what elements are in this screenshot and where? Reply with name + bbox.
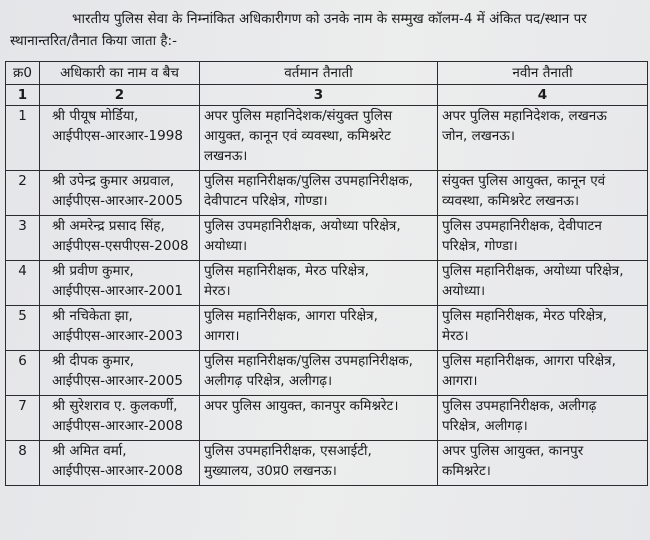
table-row: [6, 396, 648, 441]
new-posting-line: परिक्षेत्र, गोण्डा।: [442, 238, 518, 254]
current-posting-cell: [200, 351, 438, 396]
new-posting-line: अयोध्या।: [442, 283, 486, 299]
table-row: [6, 351, 648, 396]
intro-line-2: स्थानान्तरित/तैनात किया जाता है:-: [10, 33, 177, 49]
new-posting-line: व्यवस्था, कमिश्नरेट लखनऊ।: [442, 193, 580, 209]
current-posting-cell: [200, 261, 438, 306]
officer-batch: आईपीएस-आरआर-2003: [52, 328, 183, 344]
serial-cell: 7: [6, 396, 40, 441]
header-current-posting: वर्तमान तैनाती: [200, 62, 438, 85]
header-serial: क्र0: [6, 62, 40, 85]
officer-batch: आईपीएस-आरआर-1998: [52, 128, 183, 144]
column-number: 4: [438, 85, 648, 106]
officer-batch: आईपीएस-एसपीएस-2008: [52, 238, 189, 254]
officer-name: श्री दीपक कुमार,: [52, 353, 135, 369]
current-posting-line: आयुक्त, कानून एवं व्यवस्था, कमिश्नरेट: [204, 128, 391, 144]
transfer-table: [5, 61, 648, 486]
current-posting-cell: [200, 396, 438, 441]
current-posting-cell: [200, 216, 438, 261]
new-posting-line: पुलिस महानिरीक्षक, अयोध्या परिक्षेत्र,: [442, 263, 624, 279]
current-posting-line: पुलिस उपमहानिरीक्षक, एसआईटी,: [204, 443, 372, 459]
header-new-posting: नवीन तैनाती: [438, 62, 648, 85]
new-posting-line: अपर पुलिस आयुक्त, कानपुर: [442, 443, 584, 459]
current-posting-line: लखनऊ।: [204, 148, 248, 164]
new-posting-cell: [438, 441, 648, 486]
new-posting-cell: [438, 396, 648, 441]
current-posting-line: पुलिस महानिरीक्षक/पुलिस उपमहानिरीक्षक,: [204, 353, 413, 369]
current-posting-line: पुलिस महानिरीक्षक/पुलिस उपमहानिरीक्षक,: [204, 173, 413, 189]
officer-name: श्री प्रवीण कुमार,: [52, 263, 134, 279]
current-posting-cell: [200, 306, 438, 351]
officer-cell: [40, 441, 200, 486]
header-officer-name: अधिकारी का नाम व बैच: [40, 62, 200, 85]
officer-batch: आईपीएस-आरआर-2005: [52, 373, 183, 389]
officer-name: श्री सुरेशराव ए. कुलकर्णी,: [52, 398, 178, 414]
serial-cell: 6: [6, 351, 40, 396]
current-posting-line: पुलिस महानिरीक्षक, आगरा परिक्षेत्र,: [204, 308, 378, 324]
officer-name: श्री पीयूष मोर्डिया,: [52, 108, 139, 124]
officer-cell: [40, 216, 200, 261]
current-posting-cell: [200, 441, 438, 486]
column-number: 1: [6, 85, 40, 106]
current-posting-line: अपर पुलिस महानिदेशक/संयुक्त पुलिस: [204, 108, 393, 124]
new-posting-line: जोन, लखनऊ।: [442, 128, 515, 144]
officer-name: श्री अमित वर्मा,: [52, 443, 127, 459]
current-posting-line: अपर पुलिस आयुक्त, कानपुर कमिश्नरेट।: [204, 398, 399, 414]
new-posting-cell: [438, 171, 648, 216]
current-posting-line: देवीपाटन परिक्षेत्र, गोण्डा।: [204, 193, 328, 209]
table-row: [6, 171, 648, 216]
new-posting-cell: [438, 261, 648, 306]
new-posting-line: पुलिस महानिरीक्षक, आगरा परिक्षेत्र,: [442, 353, 616, 369]
new-posting-line: परिक्षेत्र, अलीगढ़।: [442, 418, 528, 434]
officer-name: श्री अमरेन्द्र प्रसाद सिंह,: [52, 218, 165, 234]
officer-batch: आईपीएस-आरआर-2001: [52, 283, 183, 299]
new-posting-line: आगरा।: [442, 373, 478, 389]
serial-cell: 5: [6, 306, 40, 351]
officer-cell: [40, 396, 200, 441]
new-posting-cell: [438, 106, 648, 171]
column-number: 3: [200, 85, 438, 106]
current-posting-cell: [200, 171, 438, 216]
serial-cell: 3: [6, 216, 40, 261]
current-posting-line: मेरठ।: [204, 283, 231, 299]
new-posting-line: पुलिस उपमहानिरीक्षक, अलीगढ़: [442, 398, 597, 414]
serial-cell: 4: [6, 261, 40, 306]
new-posting-line: अपर पुलिस महानिदेशक, लखनऊ: [442, 108, 607, 124]
officer-batch: आईपीएस-आरआर-2008: [52, 463, 183, 479]
table-row: [6, 216, 648, 261]
current-posting-line: मुख्यालय, उ0प्र0 लखनऊ।: [204, 463, 337, 479]
serial-cell: 8: [6, 441, 40, 486]
new-posting-cell: [438, 216, 648, 261]
new-posting-line: पुलिस उपमहानिरीक्षक, देवीपाटन: [442, 218, 602, 234]
table-row: [6, 261, 648, 306]
new-posting-line: संयुक्त पुलिस आयुक्त, कानून एवं: [442, 173, 606, 189]
officer-batch: आईपीएस-आरआर-2008: [52, 418, 183, 434]
current-posting-line: अलीगढ़ परिक्षेत्र, अलीगढ़।: [204, 373, 333, 389]
intro-paragraph: [10, 8, 644, 52]
current-posting-cell: [200, 106, 438, 171]
officer-cell: [40, 171, 200, 216]
current-posting-line: अयोध्या।: [204, 238, 248, 254]
officer-name: श्री नचिकेता झा,: [52, 308, 133, 324]
new-posting-line: पुलिस महानिरीक्षक, मेरठ परिक्षेत्र,: [442, 308, 607, 324]
officer-cell: [40, 351, 200, 396]
column-number-row: [6, 85, 648, 106]
column-number: 2: [40, 85, 200, 106]
table-row: [6, 106, 648, 171]
table-header-row: [6, 62, 648, 85]
new-posting-cell: [438, 351, 648, 396]
current-posting-line: पुलिस महानिरीक्षक, मेरठ परिक्षेत्र,: [204, 263, 369, 279]
new-posting-line: मेरठ।: [442, 328, 469, 344]
current-posting-line: आगरा।: [204, 328, 240, 344]
current-posting-line: पुलिस उपमहानिरीक्षक, अयोध्या परिक्षेत्र,: [204, 218, 401, 234]
officer-cell: [40, 106, 200, 171]
intro-line-1: भारतीय पुलिस सेवा के निम्नांकित अधिकारीगण को उनके नाम के सम्मुख कॉलम-4 में अंकित पद/स्थान पर: [72, 11, 587, 27]
serial-cell: 1: [6, 106, 40, 171]
table-row: [6, 306, 648, 351]
table-row: [6, 441, 648, 486]
officer-name: श्री उपेन्द्र कुमार अग्रवाल,: [52, 173, 175, 189]
officer-batch: आईपीएस-आरआर-2005: [52, 193, 183, 209]
officer-cell: [40, 306, 200, 351]
serial-cell: 2: [6, 171, 40, 216]
officer-cell: [40, 261, 200, 306]
new-posting-cell: [438, 306, 648, 351]
new-posting-line: कमिश्नरेट।: [442, 463, 491, 479]
